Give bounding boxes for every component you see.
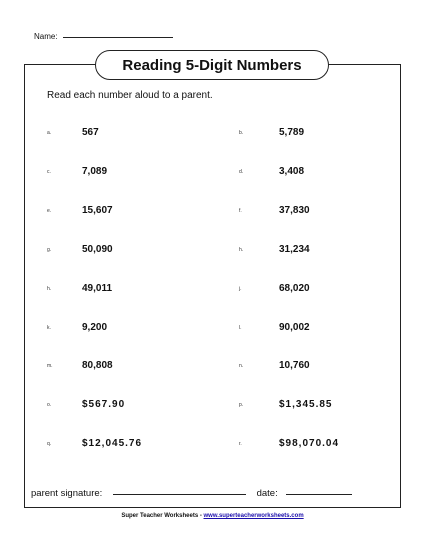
item-letter: j. bbox=[239, 286, 242, 292]
item-letter: b. bbox=[239, 130, 244, 136]
item-number: 5,789 bbox=[279, 127, 305, 138]
item-letter: d. bbox=[239, 169, 244, 175]
item-number: 10,760 bbox=[279, 360, 310, 371]
name-field bbox=[34, 32, 173, 41]
name-line bbox=[63, 37, 173, 38]
item-letter: p. bbox=[239, 402, 244, 408]
footer-brand: Super Teacher Worksheets bbox=[121, 513, 199, 519]
item-letter: q. bbox=[47, 441, 52, 447]
signature-row bbox=[31, 488, 352, 499]
date-line bbox=[286, 494, 352, 495]
item-number: $98,070.04 bbox=[279, 438, 340, 449]
item-letter: h. bbox=[47, 286, 52, 292]
item-number: 9,200 bbox=[82, 322, 108, 333]
item-number: 90,002 bbox=[279, 322, 310, 333]
item-letter: a. bbox=[47, 130, 52, 136]
item-number: 49,011 bbox=[82, 283, 113, 294]
item-letter: k. bbox=[47, 325, 51, 331]
item-number: 3,408 bbox=[279, 166, 305, 177]
item-letter: r. bbox=[239, 441, 242, 447]
footer-link[interactable]: www.superteacherworksheets.com bbox=[203, 513, 304, 519]
item-number: $12,045.76 bbox=[82, 438, 143, 449]
item-number: 50,090 bbox=[82, 244, 113, 255]
item-letter: h. bbox=[239, 247, 244, 253]
footer-separator: - bbox=[198, 513, 204, 519]
worksheet-frame bbox=[24, 64, 401, 508]
item-letter: n. bbox=[239, 363, 244, 369]
item-letter: g. bbox=[47, 247, 52, 253]
item-letter: e. bbox=[47, 208, 52, 214]
item-number: 68,020 bbox=[279, 283, 310, 294]
footer bbox=[0, 513, 425, 519]
date-label: date: bbox=[256, 488, 278, 499]
parent-signature-line bbox=[113, 494, 246, 495]
item-number: 37,830 bbox=[279, 205, 310, 216]
item-letter: f. bbox=[239, 208, 242, 214]
worksheet-title: Reading 5-Digit Numbers bbox=[95, 50, 329, 80]
item-number: $567.90 bbox=[82, 399, 126, 410]
item-number: $1,345.85 bbox=[279, 399, 333, 410]
item-letter: l. bbox=[239, 325, 242, 331]
item-number: 7,089 bbox=[82, 166, 108, 177]
instructions: Read each number aloud to a parent. bbox=[47, 90, 213, 101]
item-number: 15,607 bbox=[82, 205, 113, 216]
name-label: Name: bbox=[34, 32, 58, 41]
item-number: 31,234 bbox=[279, 244, 310, 255]
item-number: 80,808 bbox=[82, 360, 113, 371]
item-number: 567 bbox=[82, 127, 99, 138]
parent-signature-label: parent signature: bbox=[31, 488, 103, 499]
item-letter: o. bbox=[47, 402, 52, 408]
item-letter: c. bbox=[47, 169, 51, 175]
item-letter: m. bbox=[47, 363, 53, 369]
